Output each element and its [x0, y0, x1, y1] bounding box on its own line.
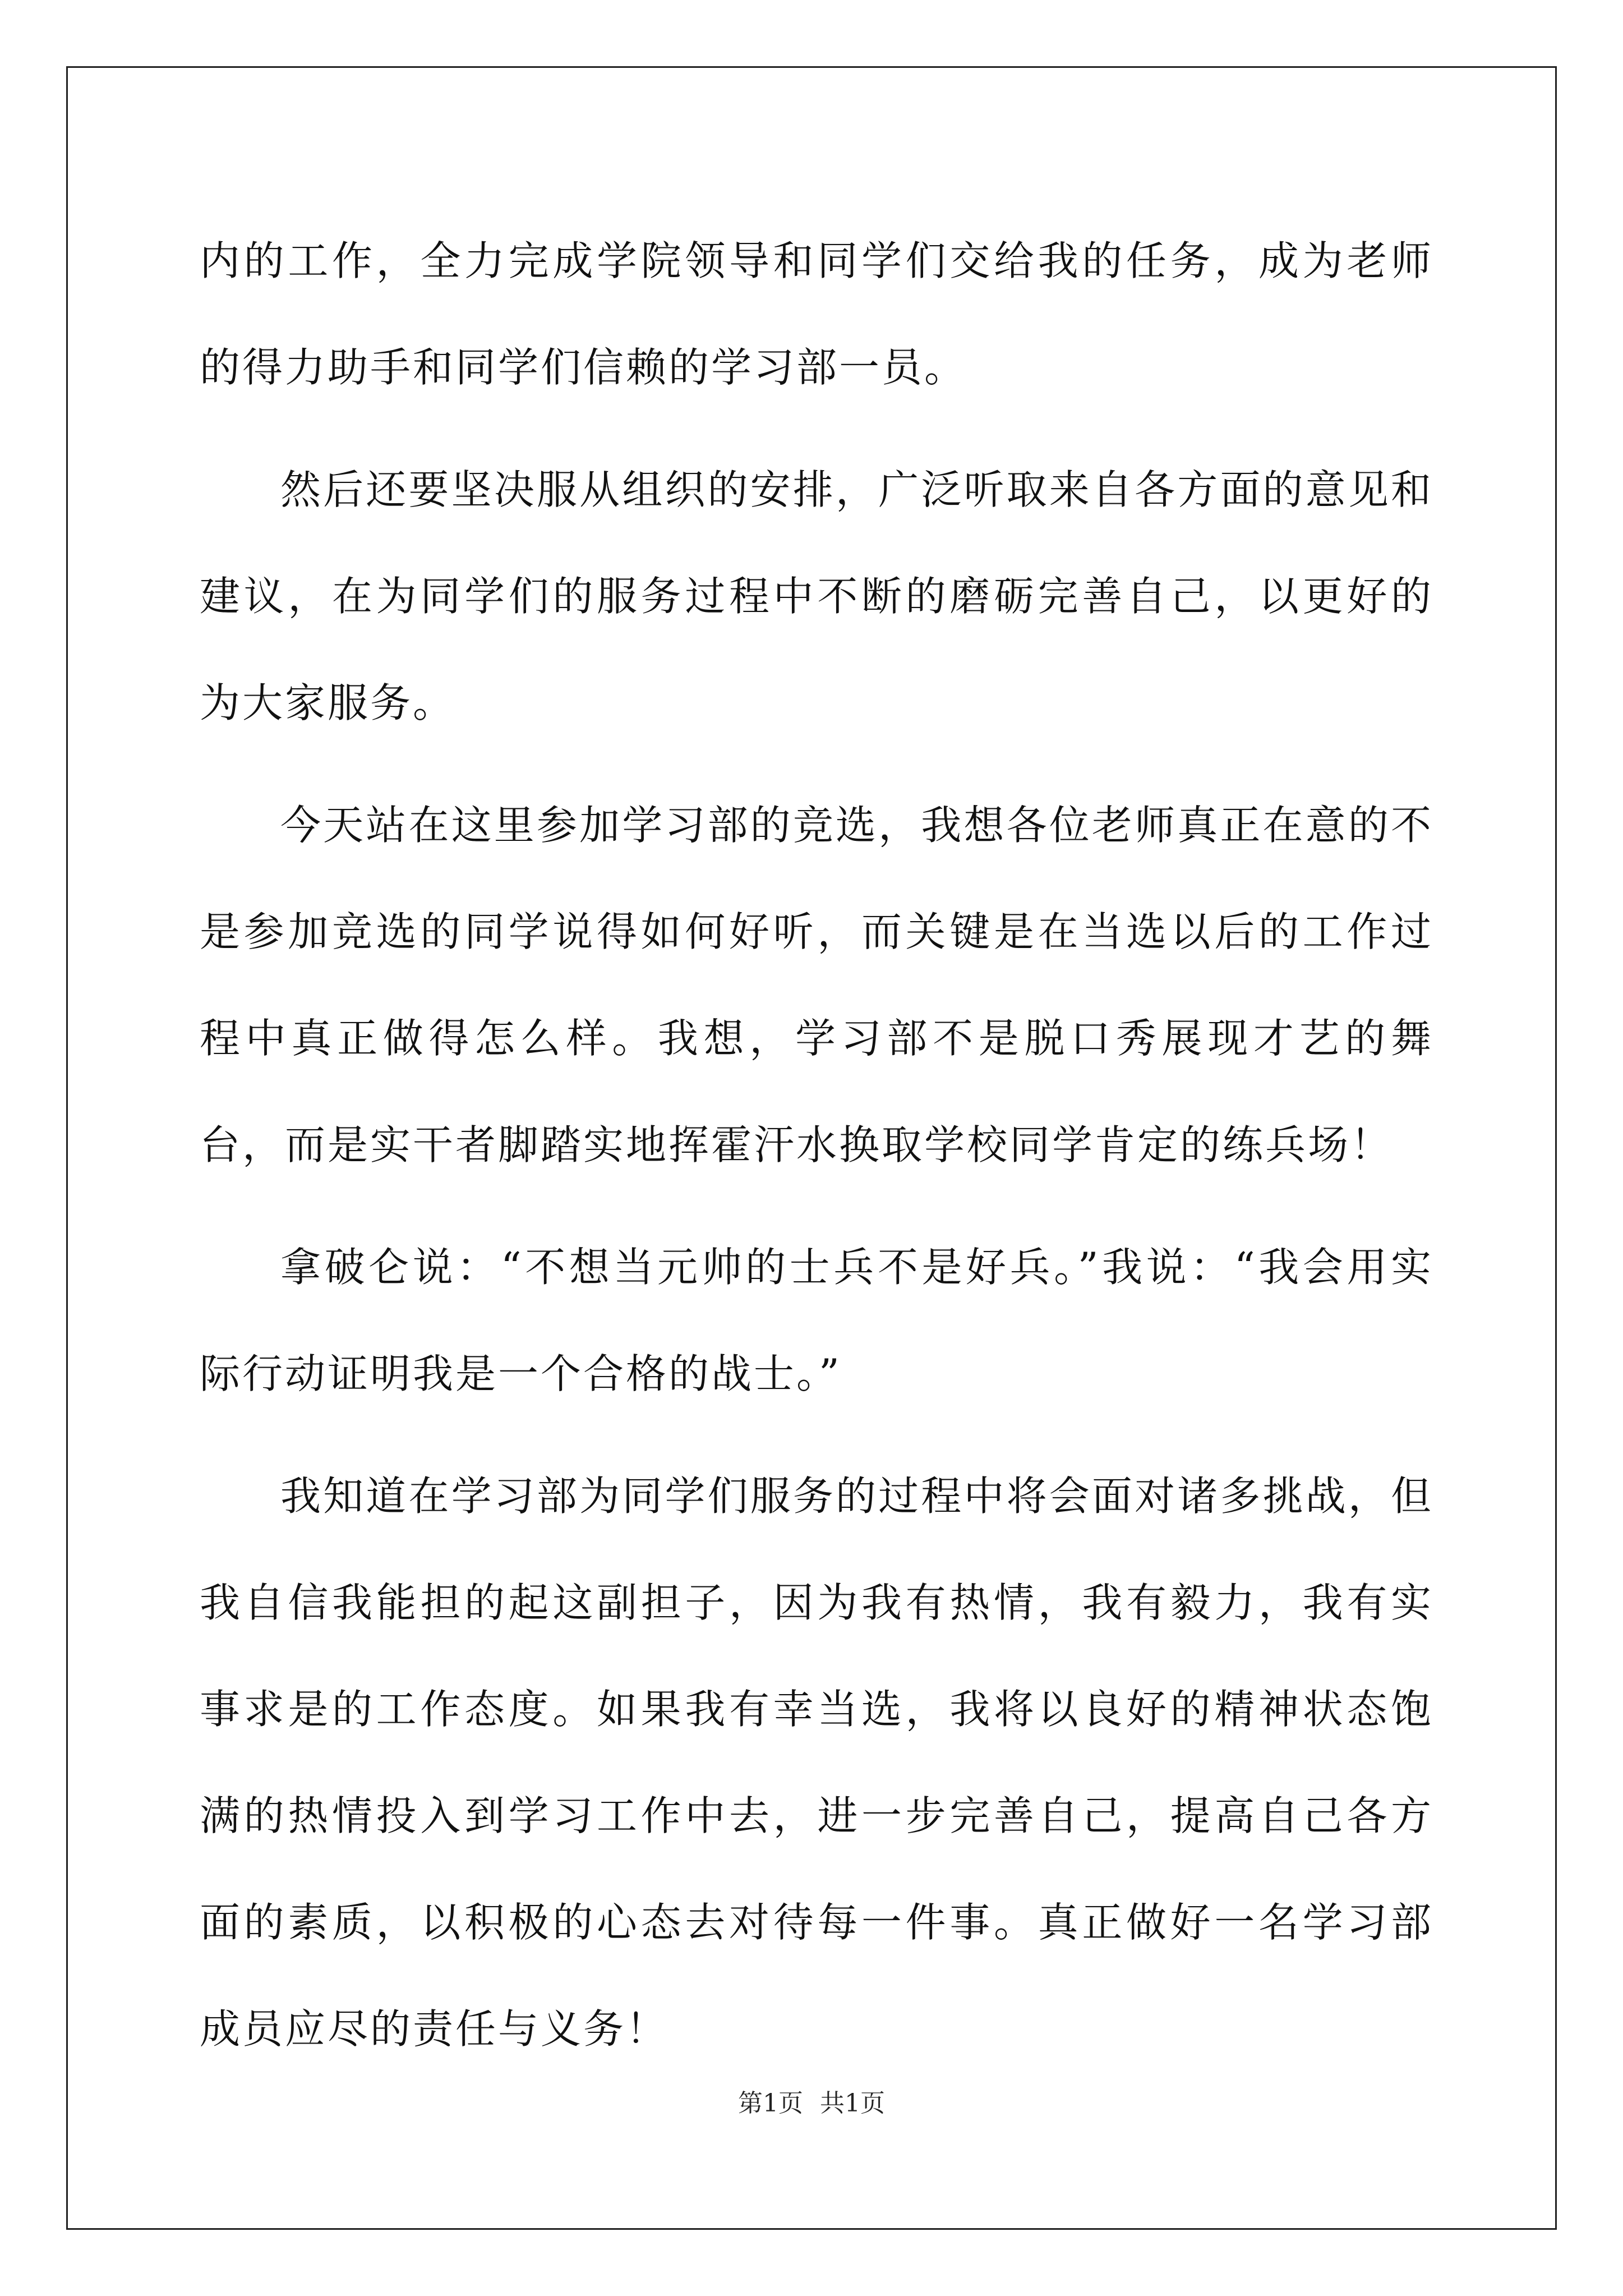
paragraph-2: 然后还要坚决服从组织的安排，广泛听取来自各方面的意见和建议，在为同学们的服务过程中不断的磨砺完善自己，以更好的为大家服务。: [200, 466, 1433, 726]
page-number-total: 共1页: [820, 2089, 885, 2118]
page-footer: [0, 2087, 1623, 2120]
paragraph-4: 拿破仑说：“不想当元帅的士兵不是好兵。”我说：“我会用实际行动证明我是一个合格的战士。”: [200, 1244, 1433, 1397]
paragraph-1: 内的工作，全力完成学院领导和同学们交给我的任务，成为老师的得力助手和同学们信赖的学习部一员。: [200, 237, 1433, 391]
paragraph-5: 我知道在学习部为同学们服务的过程中将会面对诸多挑战，但我自信我能担的起这副担子，因为我有热情，我有毅力，我有实事求是的工作态度。如果我有幸当选，我将以良好的精神状态饱满的热情投入到学习工作中去，进一步完善自己，提高自己各方面的素质，以积极的心态去对待每一件事。真正做好一名学习部成员应尽的责任与义务！: [200, 1473, 1433, 2053]
page-number-current: 第1页: [738, 2089, 803, 2118]
paragraph-3: 今天站在这里参加学习部的竞选，我想各位老师真正在意的不是参加竞选的同学说得如何好听，而关键是在当选以后的工作过程中真正做得怎么样。我想，学习部不是脱口秀展现才艺的舞台，而是实干者脚踏实地挥霍汗水换取学校同学肯定的练兵场！: [200, 802, 1433, 1168]
document-body: [200, 208, 1433, 2098]
